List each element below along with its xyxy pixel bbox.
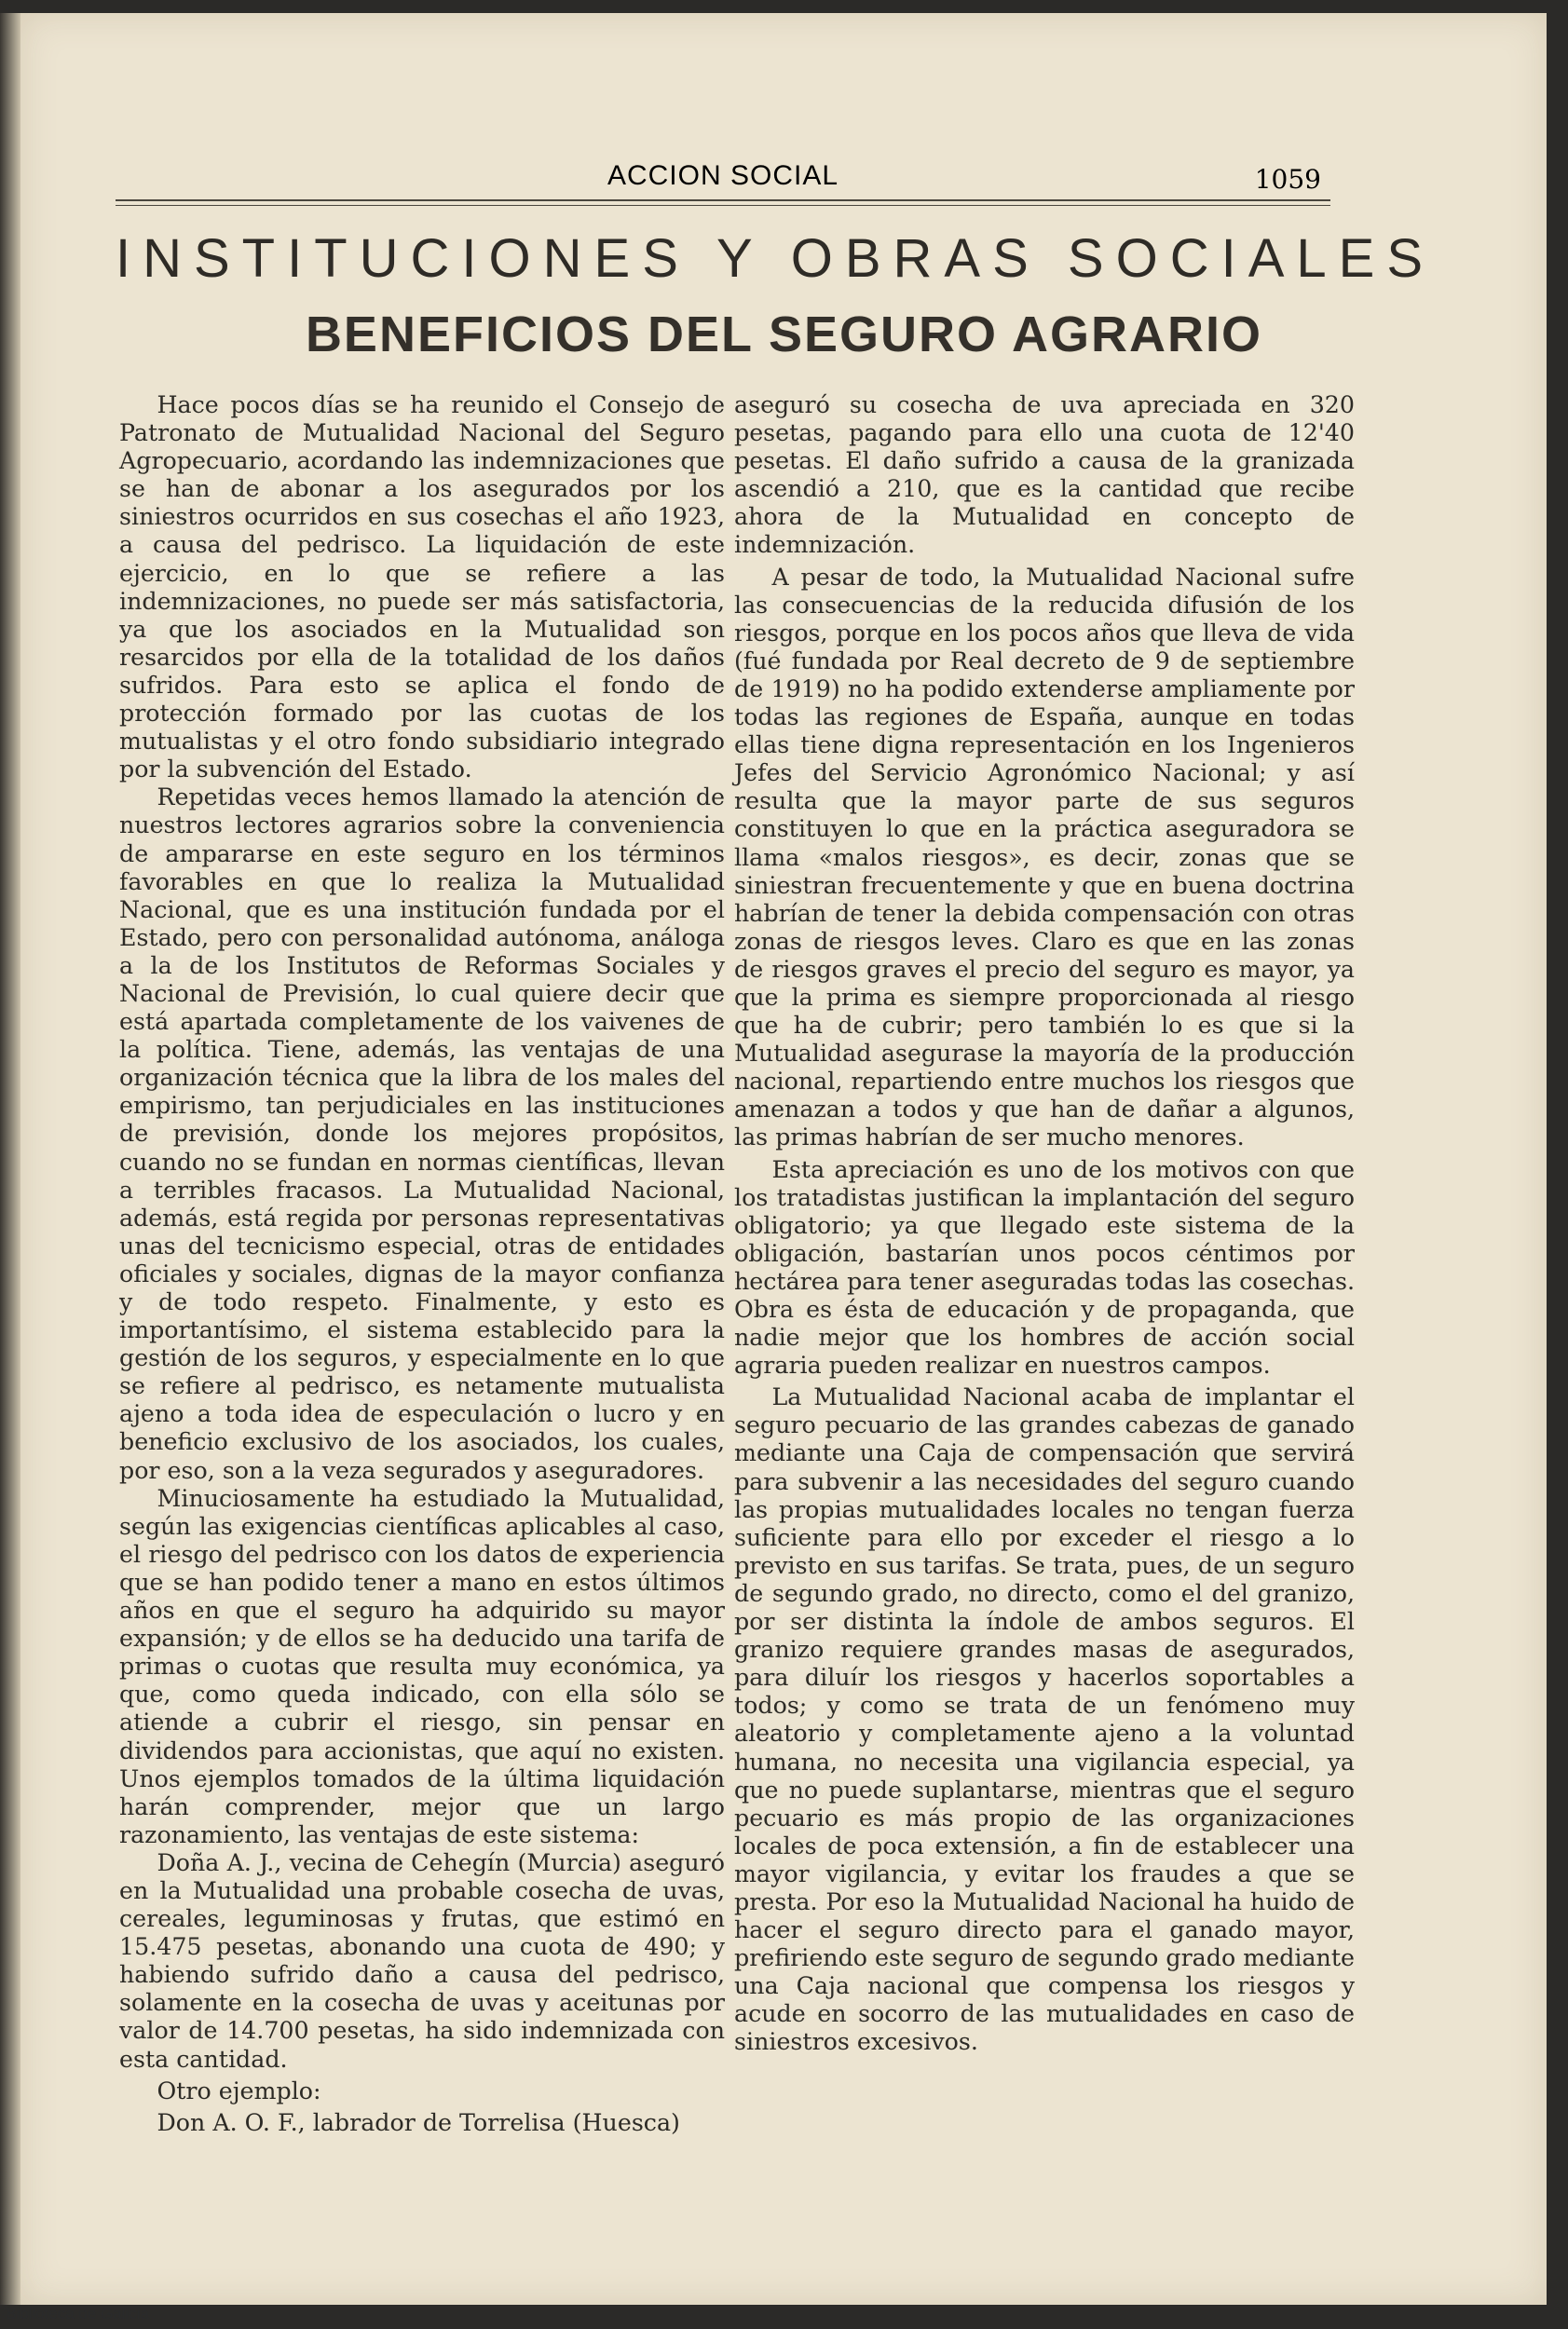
paragraph: Don A. O. F., labrador de Torrelisa (Huesca) xyxy=(157,2108,680,2136)
section-title: INSTITUCIONES Y OBRAS SOCIALES xyxy=(116,228,1436,289)
paragraph: Hace pocos días se ha reunido el Consejo de Patronato de Mutualidad Nacional del Seguro Agropecuario, acordando las indemnizaciones que se han de abonar a los asegurados por los siniestros ocurridos en sus cosechas el año 1923, a causa del pedrisco. La liquidación de este ejercicio, en lo que se refiere a las indemnizaciones, no puede ser más satisfactoria, ya que los asociados en la Mutualidad son resarcidos por ella de la totalidad de los daños sufridos. Para esto se aplica el fondo de protección formado por las cuotas de los mutualistas y el otro fondo subsidiario integrado por la subvención del Estado. xyxy=(119,391,725,783)
running-title: ACCION SOCIAL xyxy=(607,160,839,191)
paragraph: La Mutualidad Nacional acaba de implantar el seguro pecuario de las grandes cabezas de ganado mediante una Caja de compensación que servirá para subvenir a las necesidades del seguro cuando las propias mutualidades locales no tengan fuerza suficiente para ello por exceder el riesgo a lo previsto en sus tarifas. Se trata, pues, de un seguro de segundo grado, no directo, como el del granizo, por ser distinta la índole de ambos seguros. El granizo requiere grandes masas de asegurados, para diluír los riesgos y hacerlos soportables a todos; y como se trata de un fenómeno muy aleatorio y completamente ajeno a la voluntad humana, no necesita una vigilancia especial, ya que no puede suplantarse, mientras que el seguro pecuario es más propio de las organizaciones locales de poca extensión, a fin de establecer una mayor vigilancia, y evitar los fraudes a que se presta. Por eso la Mutualidad Nacional ha huido de hacer el seguro directo para el ganado mayor, prefiriendo este seguro de segundo grado mediante una Caja nacional que compensa los riesgos y acude en socorro de las mutualidades en caso de siniestros excesivos. xyxy=(734,1383,1355,2056)
article-title: BENEFICIOS DEL SEGURO AGRARIO xyxy=(305,306,1263,362)
paragraph: A pesar de todo, la Mutualidad Nacional sufre las consecuencias de la reducida difusión de los riesgos, porque en los pocos años que lleva de vida (fué fundada por Real decreto de 9 de septiembre de 1919) no ha podido extenderse ampliamente por todas las regiones de España, aunque en todas ellas tiene digna representación en los Ingenieros Jefes del Servicio Agronómico Nacional; y así resulta que la mayor parte de sus seguros constituyen lo que en la práctica aseguradora se llama «malos riesgos», es decir, zonas que se siniestran frecuentemente y que en buena doctrina habrían de tener la debida compensación con otras zonas de riesgos leves. Claro es que en las zonas de riesgos graves el precio del seguro es mayor, ya que la prima es siempre proporcionada al riesgo que ha de cubrir; pero también lo es que si la Mutualidad asegurase la mayoría de la producción nacional, repartiendo entre muchos los riesgos que amenazan a todos y que han de dañar a algunos, las primas habrían de ser mucho menores. xyxy=(734,563,1355,1151)
right-column xyxy=(734,391,1355,2057)
paragraph: Esta apreciación es uno de los motivos con que los tratadistas justifican la implantación del seguro obligatorio; ya que llegado este sistema de la obligación, bastarían unos pocos céntimos por hectárea para tener aseguradas todas las cosechas. Obra es ésta de educación y de propaganda, que nadie mejor que los hombres de acción social agraria pueden realizar en nuestros campos. xyxy=(734,1155,1355,1380)
page-number: 1059 xyxy=(1254,164,1321,195)
paragraph: Repetidas veces hemos llamado la atención de nuestros lectores agrarios sobre la conveniencia de ampararse en este seguro en los términos favorables en que lo realiza la Mutualidad Nacional, que es una institución fundada por el Estado, pero con personalidad autónoma, análoga a la de los Institutos de Reformas Sociales y Nacional de Previsión, lo cual quiere decir que está apartada completamente de los vaivenes de la política. Tiene, además, las ventajas de una organización técnica que la libra de los males del empirismo, tan perjudiciales en las instituciones de previsión, donde los mejores propósitos, cuando no se fundan en normas científicas, llevan a terribles fracasos. La Mutualidad Nacional, además, está regida por personas representativas unas del tecnicismo especial, otras de entidades oficiales y sociales, dignas de la mayor confianza y de todo respeto. Finalmente, y esto es importantísimo, el sistema establecido para la gestión de los seguros, y especialmente en lo que se refiere al pedrisco, es netamente mutualista ajeno a toda idea de especulación o lucro y en beneficio exclusivo de los asociados, los cuales, por eso, son a la veza segurados y aseguradores. xyxy=(119,783,725,1484)
library-credit: Biblioteca de Galicia xyxy=(6,2305,150,2322)
header-rule-thin xyxy=(116,205,1330,206)
left-column xyxy=(119,391,725,2137)
header-rule xyxy=(116,199,1330,201)
paragraph: Doña A. J., vecina de Cehegín (Murcia) aseguró en la Mutualidad una probable cosecha de uvas, cereales, leguminosas y frutas, que estimó en 15.475 pesetas, abonando una cuota de 490; y habiendo sufrido daño a causa del pedrisco, solamente en la cosecha de uvas y aceitunas por valor de 14.700 pesetas, ha sido indemnizada con esta cantidad. xyxy=(119,1848,725,2073)
paragraph: Otro ejemplo: xyxy=(157,2077,321,2104)
running-header xyxy=(116,155,1330,201)
paragraph: Minuciosamente ha estudiado la Mutualidad, según las exigencias científicas aplicables al caso, el riesgo del pedrisco con los datos de experiencia que se han podido tener a mano en estos últimos años en que el seguro ha adquirido su mayor expansión; y de ellos se ha deducido una tarifa de primas o cuotas que resulta muy económica, ya que, como queda indicado, con ella sólo se atiende a cubrir el riesgo, sin pensar en dividendos para accionistas, que aquí no existen. Unos ejemplos tomados de la última liquidación harán comprender, mejor que un largo razonamiento, las ventajas de este sistema: xyxy=(119,1484,725,1848)
paragraph: aseguró su cosecha de uva apreciada en 320 pesetas, pagando para ello una cuota de 12'40 pesetas. El daño sufrido a causa de la granizada ascendió a 210, que es la cantidad que recibe ahora de la Mutualidad en concepto de indemnización. xyxy=(734,391,1355,559)
